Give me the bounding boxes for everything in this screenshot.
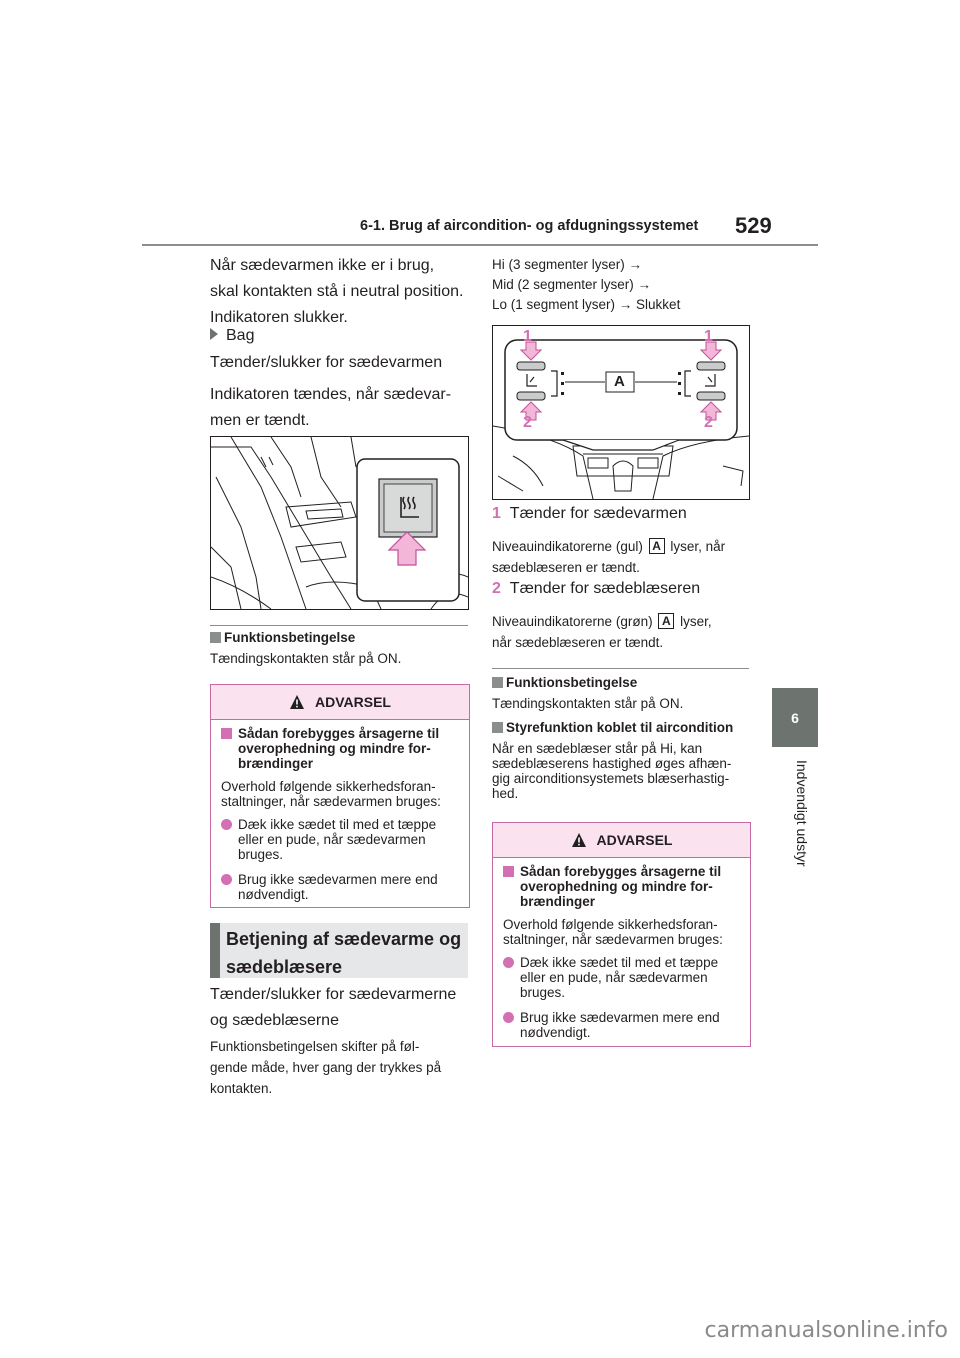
warning-item: Dæk ikke sædet til med et tæppe eller en pude, når sædevarmen bruges. xyxy=(221,817,459,862)
triangle-bullet-icon xyxy=(210,328,218,340)
warning-box-left xyxy=(210,684,470,908)
warning-triangle-icon xyxy=(289,694,305,710)
header-divider xyxy=(142,244,818,246)
label-2-left: 2 xyxy=(523,414,532,431)
bag-label: Bag xyxy=(210,323,470,349)
warning-item: Brug ikke sædevarmen mere end nødvendigt. xyxy=(503,1010,740,1040)
bullet-dot-icon xyxy=(221,819,232,830)
chapter-tab: 6 xyxy=(772,688,818,747)
seat-heater-toggle-text: Tænder/slukker for sædevarmen xyxy=(210,354,443,371)
func-heading-right: Funktionsbetingelse xyxy=(492,675,637,690)
toggle-paragraph: Tænder/slukker for sædevarmerne og sædeblæserne xyxy=(210,986,457,1029)
level-sequence: Hi (3 segmenter lyser) → Mid (2 segmenter lyser) → Lo (1 segment lyser) → Slukket xyxy=(492,257,681,312)
rear-seat-heater-figure xyxy=(210,436,469,610)
section-title: 6-1. Brug af aircondition- og afdugningssystemet xyxy=(360,218,699,234)
ctrl-heading: Styrefunktion koblet til aircondition xyxy=(492,720,733,735)
warning-item: Brug ikke sædevarmen mere end nødvendigt. xyxy=(221,872,459,902)
square-bullet-icon xyxy=(503,866,514,877)
item-2-desc: Niveauindikatorerne (grøn) A lyser, når sædeblæseren er tændt. xyxy=(492,614,712,650)
warning-intro: Overhold følgende sikkerhedsforan- staltninger, når sædevarmen bruges: xyxy=(221,779,441,809)
warning-heading: Sådan forebygges årsagerne til overophedning og mindre for- brændinger xyxy=(221,726,459,771)
chapter-label: Indvendigt udstyr xyxy=(794,760,810,867)
page-number: 529 xyxy=(735,213,772,238)
func-text-right: Tændingskontakten står på ON. xyxy=(492,696,684,711)
label-a: A xyxy=(614,373,625,390)
warning-box-right xyxy=(492,822,751,1047)
square-bullet-icon xyxy=(492,677,503,688)
bullet-dot-icon xyxy=(221,874,232,885)
section-heading: Betjening af sædevarme og sædeblæsere xyxy=(210,923,468,978)
warning-title: ADVARSEL xyxy=(596,832,673,848)
warning-item: Dæk ikke sædet til med et tæppe eller en pude, når sædevarmen bruges. xyxy=(503,955,740,1000)
warning-intro: Overhold følgende sikkerhedsforan- staltninger, når sædevarmen bruges: xyxy=(503,917,723,947)
ctrl-text: Når en sædeblæser står på Hi, kan sædeblæserens hastighed øges afhæn- gig airconditionsystemets blæserhastig- hed. xyxy=(492,741,732,801)
label-1-right: 1 xyxy=(704,328,713,345)
condition-paragraph: Funktionsbetingelsen skifter på føl- gende måde, hver gang der trykkes på kontakten. xyxy=(210,1039,442,1096)
square-bullet-icon xyxy=(210,632,221,643)
item-1: 1 Tænder for sædevarmen xyxy=(492,505,687,522)
func-heading-left: Funktionsbetingelse xyxy=(210,630,355,645)
item-1-desc: Niveauindikatorerne (gul) A lyser, når sædeblæseren er tændt. xyxy=(492,539,726,575)
label-2-right: 2 xyxy=(704,414,713,431)
indicator-text: Indikatoren tændes, når sædevar- men er tændt. xyxy=(210,386,452,429)
warning-heading: Sådan forebygges årsagerne til overophedning og mindre for- brændinger xyxy=(503,864,740,909)
bullet-dot-icon xyxy=(503,957,514,968)
front-seat-switch-figure xyxy=(492,325,750,500)
warning-title: ADVARSEL xyxy=(315,694,391,710)
item-2: 2 Tænder for sædeblæseren xyxy=(492,580,701,597)
divider xyxy=(492,668,749,669)
square-bullet-icon xyxy=(221,728,232,739)
divider xyxy=(210,625,468,626)
watermark[interactable]: carmanualsonline.info xyxy=(704,1318,948,1343)
label-1-left: 1 xyxy=(523,328,532,345)
warning-triangle-icon xyxy=(571,832,587,848)
bullet-dot-icon xyxy=(503,1012,514,1023)
intro-paragraph: Når sædevarmen ikke er i brug, skal kontakten stå i neutral position. Indikatoren slukker. xyxy=(210,257,464,326)
square-bullet-icon xyxy=(492,722,503,733)
func-text-left: Tændingskontakten står på ON. xyxy=(210,651,402,666)
